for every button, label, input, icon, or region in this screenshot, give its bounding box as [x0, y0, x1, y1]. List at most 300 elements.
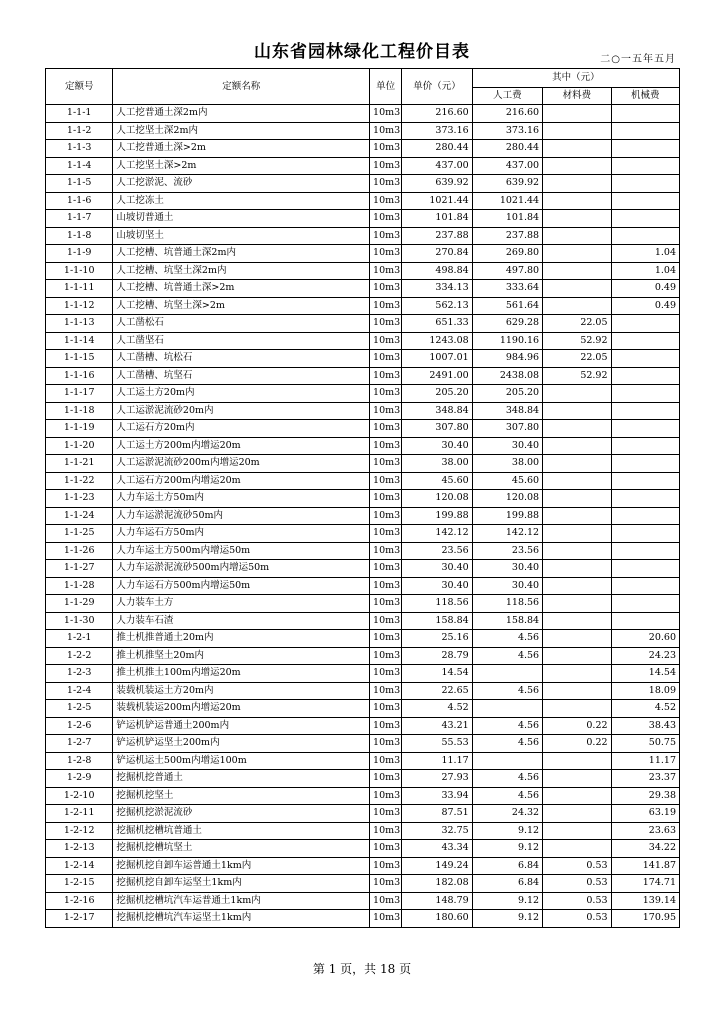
cell-material [543, 525, 611, 543]
cell-price: 120.08 [402, 490, 472, 508]
cell-machine [611, 595, 679, 613]
cell-labor: 307.80 [472, 420, 542, 438]
cell-code: 1-2-7 [46, 735, 113, 753]
cell-code: 1-1-25 [46, 525, 113, 543]
cell-machine: 11.17 [611, 752, 679, 770]
cell-name: 人工挖普通土深2m内 [113, 105, 370, 123]
cell-code: 1-1-27 [46, 560, 113, 578]
cell-name: 人工挖普通土深>2m [113, 140, 370, 158]
cell-unit: 10m3 [370, 717, 402, 735]
cell-material [543, 805, 611, 823]
table-row [46, 840, 680, 858]
cell-machine [611, 210, 679, 228]
cell-price: 11.17 [402, 752, 472, 770]
cell-code: 1-1-18 [46, 402, 113, 420]
cell-name: 人工凿槽、坑松石 [113, 350, 370, 368]
cell-labor: 984.96 [472, 350, 542, 368]
cell-price: 562.13 [402, 297, 472, 315]
cell-unit: 10m3 [370, 910, 402, 928]
cell-price: 334.13 [402, 280, 472, 298]
cell-unit: 10m3 [370, 735, 402, 753]
table-row [46, 227, 680, 245]
cell-material: 52.92 [543, 367, 611, 385]
cell-price: 38.00 [402, 455, 472, 473]
cell-unit: 10m3 [370, 665, 402, 683]
cell-code: 1-1-3 [46, 140, 113, 158]
cell-code: 1-2-15 [46, 875, 113, 893]
cell-name: 人力车运土方50m内 [113, 490, 370, 508]
cell-name: 人力车运石方50m内 [113, 525, 370, 543]
table-row [46, 280, 680, 298]
cell-price: 498.84 [402, 262, 472, 280]
table-row [46, 402, 680, 420]
cell-unit: 10m3 [370, 297, 402, 315]
cell-machine [611, 490, 679, 508]
table-row [46, 367, 680, 385]
cell-material: 0.53 [543, 875, 611, 893]
cell-unit: 10m3 [370, 175, 402, 193]
cell-material [543, 105, 611, 123]
document-date: 二○一五年五月 [600, 54, 676, 65]
table-row [46, 542, 680, 560]
cell-price: 14.54 [402, 665, 472, 683]
cell-name: 人力车运淤泥流砂500m内增运50m [113, 560, 370, 578]
cell-material [543, 245, 611, 263]
table-row [46, 770, 680, 788]
cell-material [543, 542, 611, 560]
cell-price: 437.00 [402, 157, 472, 175]
cell-labor: 280.44 [472, 140, 542, 158]
cell-material: 0.53 [543, 857, 611, 875]
cell-code: 1-2-5 [46, 700, 113, 718]
cell-code: 1-1-24 [46, 507, 113, 525]
cell-name: 挖掘机挖槽坑汽车运普通土1km内 [113, 892, 370, 910]
cell-code: 1-2-10 [46, 787, 113, 805]
cell-code: 1-2-8 [46, 752, 113, 770]
cell-unit: 10m3 [370, 542, 402, 560]
table-row [46, 787, 680, 805]
cell-material [543, 140, 611, 158]
cell-unit: 10m3 [370, 367, 402, 385]
cell-labor: 120.08 [472, 490, 542, 508]
table-row [46, 122, 680, 140]
cell-material [543, 122, 611, 140]
cell-name: 挖掘机挖普通土 [113, 770, 370, 788]
header-unit: 单位 [370, 69, 402, 105]
cell-price: 1007.01 [402, 350, 472, 368]
cell-unit: 10m3 [370, 245, 402, 263]
cell-machine: 14.54 [611, 665, 679, 683]
cell-price: 639.92 [402, 175, 472, 193]
cell-code: 1-1-19 [46, 420, 113, 438]
cell-name: 人工运土方20m内 [113, 385, 370, 403]
header-code: 定额号 [46, 69, 113, 105]
cell-code: 1-2-16 [46, 892, 113, 910]
cell-machine [611, 192, 679, 210]
table-row [46, 315, 680, 333]
table-row [46, 350, 680, 368]
cell-price: 237.88 [402, 227, 472, 245]
cell-name: 挖掘机挖自卸车运普通土1km内 [113, 857, 370, 875]
cell-machine: 0.49 [611, 297, 679, 315]
page-title: 山东省园林绿化工程价目表 [254, 42, 470, 62]
table-row [46, 612, 680, 630]
cell-code: 1-1-14 [46, 332, 113, 350]
cell-code: 1-1-22 [46, 472, 113, 490]
cell-code: 1-2-9 [46, 770, 113, 788]
cell-machine [611, 525, 679, 543]
cell-price: 142.12 [402, 525, 472, 543]
cell-machine [611, 350, 679, 368]
cell-labor: 6.84 [472, 875, 542, 893]
cell-material [543, 210, 611, 228]
cell-labor: 4.56 [472, 630, 542, 648]
table-row [46, 507, 680, 525]
cell-code: 1-1-8 [46, 227, 113, 245]
cell-labor: 373.16 [472, 122, 542, 140]
table-body [46, 105, 680, 928]
table-row [46, 717, 680, 735]
cell-price: 348.84 [402, 402, 472, 420]
cell-material [543, 175, 611, 193]
cell-price: 33.94 [402, 787, 472, 805]
cell-price: 199.88 [402, 507, 472, 525]
cell-code: 1-1-26 [46, 542, 113, 560]
cell-price: 45.60 [402, 472, 472, 490]
cell-code: 1-1-2 [46, 122, 113, 140]
cell-machine [611, 420, 679, 438]
page-footer: 第 1 页，共 18 页 [312, 962, 412, 976]
cell-labor: 9.12 [472, 892, 542, 910]
cell-price: 280.44 [402, 140, 472, 158]
cell-code: 1-2-11 [46, 805, 113, 823]
cell-material [543, 752, 611, 770]
cell-machine: 50.75 [611, 735, 679, 753]
table-row [46, 822, 680, 840]
cell-material [543, 665, 611, 683]
cell-unit: 10m3 [370, 595, 402, 613]
table-row [46, 157, 680, 175]
cell-material [543, 192, 611, 210]
cell-name: 人工挖槽、坑普通土深>2m [113, 280, 370, 298]
cell-labor: 45.60 [472, 472, 542, 490]
table-row [46, 455, 680, 473]
table-row [46, 875, 680, 893]
header-price: 单价（元） [402, 69, 472, 105]
cell-labor: 237.88 [472, 227, 542, 245]
cell-name: 人力装车土方 [113, 595, 370, 613]
cell-name: 人力车运土方500m内增运50m [113, 542, 370, 560]
price-table [45, 68, 680, 928]
cell-labor: 199.88 [472, 507, 542, 525]
cell-price: 205.20 [402, 385, 472, 403]
cell-price: 22.65 [402, 682, 472, 700]
cell-labor: 216.60 [472, 105, 542, 123]
cell-unit: 10m3 [370, 577, 402, 595]
cell-name: 人工挖淤泥、流砂 [113, 175, 370, 193]
cell-material [543, 455, 611, 473]
cell-name: 挖掘机挖淤泥流砂 [113, 805, 370, 823]
cell-code: 1-1-10 [46, 262, 113, 280]
table-header [46, 69, 680, 105]
cell-labor [472, 665, 542, 683]
cell-unit: 10m3 [370, 122, 402, 140]
cell-labor: 6.84 [472, 857, 542, 875]
cell-unit: 10m3 [370, 455, 402, 473]
cell-name: 人工运土方200m内增运20m [113, 437, 370, 455]
cell-name: 人工运淤泥流砂200m内增运20m [113, 455, 370, 473]
cell-unit: 10m3 [370, 560, 402, 578]
table-row [46, 647, 680, 665]
cell-material [543, 262, 611, 280]
cell-machine [611, 140, 679, 158]
cell-unit: 10m3 [370, 192, 402, 210]
cell-name: 人工挖槽、坑普通土深2m内 [113, 245, 370, 263]
cell-labor: 158.84 [472, 612, 542, 630]
cell-unit: 10m3 [370, 210, 402, 228]
cell-price: 32.75 [402, 822, 472, 840]
cell-material [543, 507, 611, 525]
table-row [46, 577, 680, 595]
table-row [46, 297, 680, 315]
table-row [46, 735, 680, 753]
cell-machine: 4.52 [611, 700, 679, 718]
cell-name: 推土机推普通土20m内 [113, 630, 370, 648]
cell-machine [611, 612, 679, 630]
cell-name: 人工挖槽、坑坚土深>2m [113, 297, 370, 315]
cell-machine [611, 542, 679, 560]
cell-price: 373.16 [402, 122, 472, 140]
cell-labor: 118.56 [472, 595, 542, 613]
table-row [46, 175, 680, 193]
cell-name: 人力车运淤泥流砂50m内 [113, 507, 370, 525]
cell-code: 1-1-29 [46, 595, 113, 613]
table-row [46, 682, 680, 700]
table-row [46, 560, 680, 578]
cell-labor: 348.84 [472, 402, 542, 420]
cell-material: 0.22 [543, 735, 611, 753]
cell-code: 1-2-4 [46, 682, 113, 700]
cell-unit: 10m3 [370, 105, 402, 123]
cell-machine [611, 385, 679, 403]
cell-name: 人力车运石方500m内增运50m [113, 577, 370, 595]
cell-code: 1-1-4 [46, 157, 113, 175]
cell-labor: 2438.08 [472, 367, 542, 385]
cell-material: 0.53 [543, 892, 611, 910]
cell-name: 挖掘机挖槽坑汽车运坚土1km内 [113, 910, 370, 928]
table-row [46, 630, 680, 648]
cell-labor: 9.12 [472, 910, 542, 928]
cell-name: 挖掘机挖自卸车运坚土1km内 [113, 875, 370, 893]
cell-material: 0.53 [543, 910, 611, 928]
cell-labor: 4.56 [472, 682, 542, 700]
cell-material [543, 560, 611, 578]
header-among: 其中（元） [472, 69, 679, 88]
cell-name: 挖掘机挖坚土 [113, 787, 370, 805]
cell-machine [611, 402, 679, 420]
cell-code: 1-2-14 [46, 857, 113, 875]
cell-unit: 10m3 [370, 315, 402, 333]
cell-labor: 142.12 [472, 525, 542, 543]
cell-material [543, 577, 611, 595]
cell-price: 216.60 [402, 105, 472, 123]
cell-unit: 10m3 [370, 472, 402, 490]
cell-machine: 0.49 [611, 280, 679, 298]
cell-labor: 333.64 [472, 280, 542, 298]
cell-machine: 23.63 [611, 822, 679, 840]
cell-machine: 18.09 [611, 682, 679, 700]
table-row [46, 752, 680, 770]
cell-unit: 10m3 [370, 525, 402, 543]
cell-labor: 4.56 [472, 717, 542, 735]
cell-machine [611, 577, 679, 595]
cell-unit: 10m3 [370, 630, 402, 648]
cell-price: 182.08 [402, 875, 472, 893]
cell-unit: 10m3 [370, 822, 402, 840]
cell-machine: 24.23 [611, 647, 679, 665]
cell-labor: 561.64 [472, 297, 542, 315]
table-row [46, 437, 680, 455]
cell-material [543, 595, 611, 613]
table-row [46, 140, 680, 158]
cell-machine: 1.04 [611, 262, 679, 280]
cell-machine [611, 332, 679, 350]
cell-unit: 10m3 [370, 332, 402, 350]
cell-name: 人工凿松石 [113, 315, 370, 333]
table-row [46, 332, 680, 350]
cell-code: 1-1-15 [46, 350, 113, 368]
cell-unit: 10m3 [370, 805, 402, 823]
table-row [46, 210, 680, 228]
cell-code: 1-2-2 [46, 647, 113, 665]
cell-machine [611, 315, 679, 333]
cell-unit: 10m3 [370, 227, 402, 245]
cell-machine [611, 122, 679, 140]
cell-name: 铲运机铲运普通土200m内 [113, 717, 370, 735]
cell-code: 1-1-13 [46, 315, 113, 333]
cell-material [543, 630, 611, 648]
cell-material [543, 490, 611, 508]
cell-name: 山坡切普通土 [113, 210, 370, 228]
cell-name: 人工凿槽、坑坚石 [113, 367, 370, 385]
cell-unit: 10m3 [370, 682, 402, 700]
cell-price: 148.79 [402, 892, 472, 910]
cell-unit: 10m3 [370, 262, 402, 280]
cell-code: 1-1-30 [46, 612, 113, 630]
cell-machine: 141.87 [611, 857, 679, 875]
cell-name: 人力装车石渣 [113, 612, 370, 630]
cell-price: 30.40 [402, 577, 472, 595]
cell-price: 1021.44 [402, 192, 472, 210]
cell-code: 1-2-12 [46, 822, 113, 840]
cell-labor: 30.40 [472, 437, 542, 455]
cell-price: 30.40 [402, 437, 472, 455]
cell-name: 人工运石方20m内 [113, 420, 370, 438]
cell-material [543, 840, 611, 858]
cell-unit: 10m3 [370, 420, 402, 438]
table-row [46, 472, 680, 490]
cell-price: 158.84 [402, 612, 472, 630]
cell-code: 1-1-12 [46, 297, 113, 315]
cell-code: 1-1-1 [46, 105, 113, 123]
cell-machine [611, 472, 679, 490]
cell-price: 27.93 [402, 770, 472, 788]
cell-labor [472, 700, 542, 718]
cell-machine: 23.37 [611, 770, 679, 788]
header-labor: 人工费 [472, 88, 542, 105]
cell-price: 2491.00 [402, 367, 472, 385]
cell-material [543, 420, 611, 438]
cell-unit: 10m3 [370, 350, 402, 368]
cell-material [543, 612, 611, 630]
cell-price: 270.84 [402, 245, 472, 263]
cell-unit: 10m3 [370, 647, 402, 665]
cell-material [543, 472, 611, 490]
cell-material [543, 700, 611, 718]
cell-machine: 174.71 [611, 875, 679, 893]
cell-material: 22.05 [543, 315, 611, 333]
header-machine: 机械费 [611, 88, 679, 105]
cell-labor: 1021.44 [472, 192, 542, 210]
cell-name: 推土机推坚土20m内 [113, 647, 370, 665]
cell-material [543, 280, 611, 298]
cell-labor: 9.12 [472, 840, 542, 858]
cell-machine [611, 560, 679, 578]
cell-machine: 170.95 [611, 910, 679, 928]
cell-labor [472, 752, 542, 770]
cell-labor: 30.40 [472, 577, 542, 595]
cell-code: 1-2-3 [46, 665, 113, 683]
cell-unit: 10m3 [370, 892, 402, 910]
cell-code: 1-1-28 [46, 577, 113, 595]
header-name: 定额名称 [113, 69, 370, 105]
cell-material [543, 227, 611, 245]
cell-labor: 4.56 [472, 735, 542, 753]
cell-code: 1-1-20 [46, 437, 113, 455]
table-row [46, 192, 680, 210]
table-row [46, 595, 680, 613]
cell-name: 人工挖槽、坑坚土深2m内 [113, 262, 370, 280]
cell-code: 1-1-23 [46, 490, 113, 508]
cell-machine [611, 437, 679, 455]
cell-price: 180.60 [402, 910, 472, 928]
cell-labor: 4.56 [472, 787, 542, 805]
table-row [46, 700, 680, 718]
cell-price: 43.21 [402, 717, 472, 735]
cell-name: 装载机装运土方20m内 [113, 682, 370, 700]
cell-code: 1-2-17 [46, 910, 113, 928]
cell-name: 人工挖冻土 [113, 192, 370, 210]
cell-name: 挖掘机挖槽坑坚土 [113, 840, 370, 858]
cell-unit: 10m3 [370, 612, 402, 630]
cell-code: 1-2-13 [46, 840, 113, 858]
table-row [46, 892, 680, 910]
cell-machine [611, 367, 679, 385]
header-material: 材料费 [543, 88, 611, 105]
cell-machine [611, 157, 679, 175]
cell-price: 651.33 [402, 315, 472, 333]
cell-machine: 34.22 [611, 840, 679, 858]
cell-price: 4.52 [402, 700, 472, 718]
cell-price: 25.16 [402, 630, 472, 648]
cell-name: 人工凿坚石 [113, 332, 370, 350]
cell-labor: 629.28 [472, 315, 542, 333]
cell-machine [611, 175, 679, 193]
cell-labor: 205.20 [472, 385, 542, 403]
cell-machine: 63.19 [611, 805, 679, 823]
cell-code: 1-2-6 [46, 717, 113, 735]
cell-unit: 10m3 [370, 857, 402, 875]
